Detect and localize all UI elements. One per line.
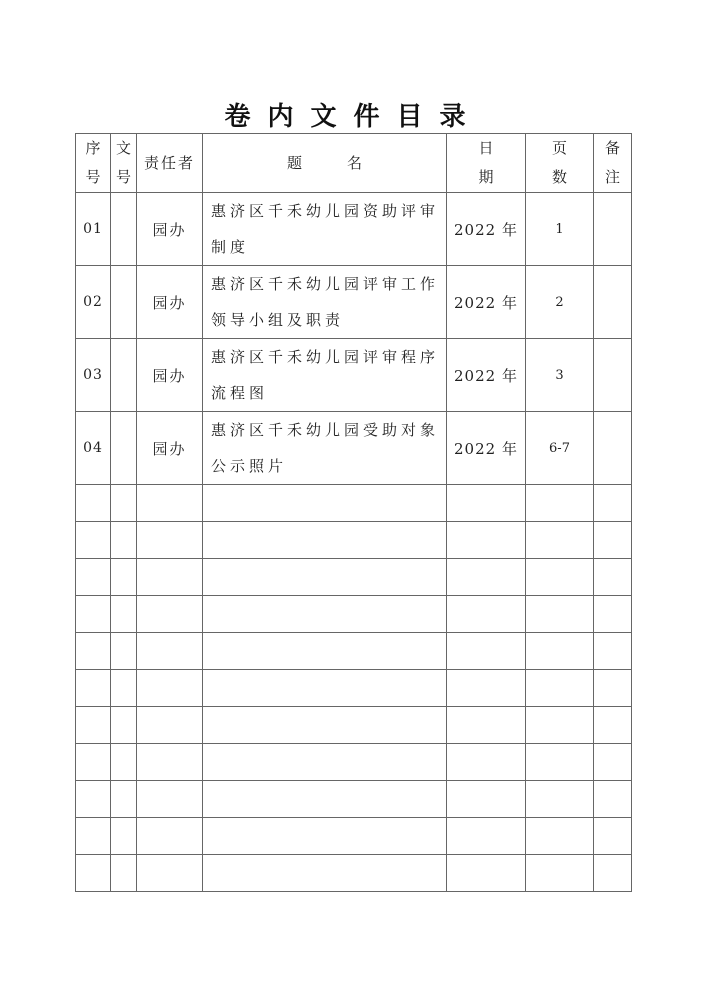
empty-cell	[594, 485, 632, 522]
empty-cell	[203, 485, 447, 522]
empty-cell	[526, 781, 594, 818]
table-row	[76, 412, 632, 485]
empty-cell	[111, 707, 137, 744]
empty-cell	[594, 559, 632, 596]
cell-title: 惠济区千禾幼儿园资助评审制度	[203, 193, 447, 266]
empty-table-row	[76, 485, 632, 522]
cell-pages: 3	[526, 339, 594, 412]
header-row	[76, 134, 632, 193]
empty-cell	[137, 781, 203, 818]
empty-cell	[76, 818, 111, 855]
empty-cell	[76, 559, 111, 596]
cell-date: 2022 年	[447, 339, 526, 412]
cell-title: 惠济区千禾幼儿园评审程序流程图	[203, 339, 447, 412]
cell-title: 惠济区千禾幼儿园评审工作领导小组及职责	[203, 266, 447, 339]
empty-cell	[447, 818, 526, 855]
empty-table-row	[76, 781, 632, 818]
cell-seq: 03	[76, 339, 111, 412]
cell-responsible: 园办	[137, 412, 203, 485]
empty-cell	[76, 855, 111, 892]
cell-responsible: 园办	[137, 193, 203, 266]
empty-cell	[594, 596, 632, 633]
table-row	[76, 193, 632, 266]
empty-cell	[111, 633, 137, 670]
cell-date: 2022 年	[447, 412, 526, 485]
header-responsible: 责任者	[137, 134, 203, 193]
empty-cell	[447, 596, 526, 633]
empty-cell	[594, 670, 632, 707]
empty-cell	[526, 855, 594, 892]
cell-remarks	[594, 339, 632, 412]
cell-seq: 01	[76, 193, 111, 266]
empty-cell	[76, 670, 111, 707]
empty-cell	[111, 559, 137, 596]
empty-cell	[526, 485, 594, 522]
empty-cell	[526, 670, 594, 707]
empty-cell	[76, 485, 111, 522]
empty-cell	[447, 670, 526, 707]
empty-cell	[111, 744, 137, 781]
cell-responsible: 园办	[137, 339, 203, 412]
empty-cell	[203, 707, 447, 744]
empty-cell	[447, 485, 526, 522]
empty-cell	[447, 855, 526, 892]
empty-cell	[203, 744, 447, 781]
cell-pages: 6-7	[526, 412, 594, 485]
table-row	[76, 266, 632, 339]
empty-cell	[526, 559, 594, 596]
header-title: 题 名	[203, 134, 447, 193]
empty-table-row	[76, 559, 632, 596]
empty-cell	[447, 559, 526, 596]
header-date: 日 期	[447, 134, 526, 193]
empty-cell	[137, 596, 203, 633]
empty-cell	[137, 744, 203, 781]
empty-cell	[447, 707, 526, 744]
empty-cell	[137, 485, 203, 522]
empty-cell	[203, 596, 447, 633]
empty-cell	[137, 522, 203, 559]
cell-remarks	[594, 266, 632, 339]
cell-date: 2022 年	[447, 266, 526, 339]
empty-cell	[111, 818, 137, 855]
cell-doc-no	[111, 339, 137, 412]
empty-cell	[447, 633, 526, 670]
empty-cell	[111, 855, 137, 892]
empty-cell	[111, 781, 137, 818]
empty-cell	[594, 707, 632, 744]
cell-pages: 1	[526, 193, 594, 266]
empty-table-row	[76, 670, 632, 707]
empty-cell	[526, 707, 594, 744]
cell-doc-no	[111, 193, 137, 266]
empty-cell	[203, 559, 447, 596]
header-doc-no: 文 号	[111, 134, 137, 193]
empty-cell	[76, 707, 111, 744]
cell-remarks	[594, 193, 632, 266]
empty-cell	[76, 781, 111, 818]
empty-cell	[111, 670, 137, 707]
cell-remarks	[594, 412, 632, 485]
table-row	[76, 339, 632, 412]
empty-cell	[594, 781, 632, 818]
cell-doc-no	[111, 412, 137, 485]
cell-title: 惠济区千禾幼儿园受助对象公示照片	[203, 412, 447, 485]
empty-cell	[137, 670, 203, 707]
empty-table-row	[76, 707, 632, 744]
empty-cell	[203, 855, 447, 892]
cell-responsible: 园办	[137, 266, 203, 339]
empty-cell	[137, 559, 203, 596]
empty-table-row	[76, 855, 632, 892]
empty-cell	[76, 596, 111, 633]
empty-cell	[137, 633, 203, 670]
empty-cell	[137, 707, 203, 744]
empty-cell	[111, 522, 137, 559]
empty-cell	[594, 855, 632, 892]
empty-cell	[594, 633, 632, 670]
empty-table-row	[76, 596, 632, 633]
cell-doc-no	[111, 266, 137, 339]
empty-cell	[594, 522, 632, 559]
empty-cell	[76, 633, 111, 670]
empty-cell	[203, 633, 447, 670]
cell-seq: 04	[76, 412, 111, 485]
header-remarks: 备 注	[594, 134, 632, 193]
empty-cell	[111, 485, 137, 522]
empty-cell	[203, 818, 447, 855]
empty-cell	[111, 596, 137, 633]
empty-table-row	[76, 744, 632, 781]
empty-cell	[137, 818, 203, 855]
empty-cell	[137, 855, 203, 892]
empty-table-row	[76, 633, 632, 670]
page-title: 卷内文件目录	[224, 102, 483, 132]
empty-cell	[203, 670, 447, 707]
empty-table-row	[76, 818, 632, 855]
file-catalog-table	[75, 133, 632, 892]
empty-cell	[526, 744, 594, 781]
header-seq: 序 号	[76, 134, 111, 193]
empty-cell	[594, 818, 632, 855]
empty-cell	[76, 522, 111, 559]
empty-cell	[203, 781, 447, 818]
empty-cell	[76, 744, 111, 781]
empty-cell	[526, 596, 594, 633]
empty-cell	[447, 522, 526, 559]
empty-cell	[526, 633, 594, 670]
empty-table-row	[76, 522, 632, 559]
empty-cell	[447, 744, 526, 781]
header-pages: 页 数	[526, 134, 594, 193]
cell-date: 2022 年	[447, 193, 526, 266]
empty-cell	[526, 522, 594, 559]
empty-cell	[594, 744, 632, 781]
empty-cell	[203, 522, 447, 559]
empty-cell	[526, 818, 594, 855]
cell-pages: 2	[526, 266, 594, 339]
empty-cell	[447, 781, 526, 818]
cell-seq: 02	[76, 266, 111, 339]
